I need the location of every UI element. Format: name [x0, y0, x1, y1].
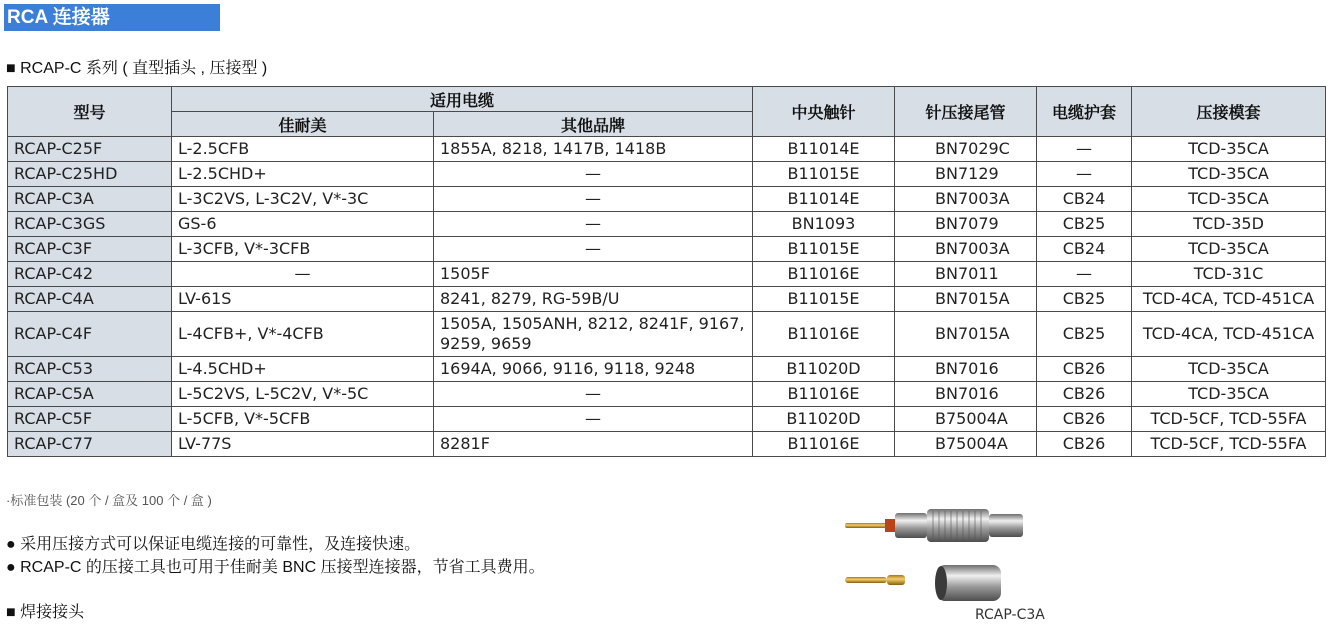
- crimp-die-cell: TCD-5CF, TCD-55FA: [1132, 407, 1326, 432]
- table-row: [8, 162, 1326, 187]
- crimp-die-cell: TCD-35D: [1132, 212, 1326, 237]
- product-caption: RCAP-C3A: [975, 607, 1045, 623]
- plug-body: [845, 509, 1023, 542]
- center-pin-cell: BN1093: [753, 212, 895, 237]
- boot-cell: CB24: [1037, 237, 1132, 262]
- crimp-sleeve-cell: BN7015A: [895, 287, 1037, 312]
- crimp-die-cell: TCD-35CA: [1132, 237, 1326, 262]
- header-model: 型号: [8, 87, 172, 137]
- crimp-die-cell: TCD-35CA: [1132, 162, 1326, 187]
- other-brands-cell: —: [434, 382, 753, 407]
- header-crimp-die: 压接模套: [1132, 87, 1326, 137]
- canare-cable-cell: —: [172, 262, 434, 287]
- header-other-brands: 其他品牌: [434, 112, 753, 137]
- canare-cable-cell: L-4.5CHD+: [172, 357, 434, 382]
- center-pin-cell: B11014E: [753, 137, 895, 162]
- other-brands-cell: —: [434, 407, 753, 432]
- crimp-sleeve-cell: BN7129: [895, 162, 1037, 187]
- model-cell: RCAP-C4F: [8, 312, 172, 357]
- center-pin-cell: B11016E: [753, 312, 895, 357]
- crimp-sleeve-cell: B75004A: [895, 432, 1037, 457]
- spec-table: [7, 86, 1326, 457]
- other-brands-cell: 1694A, 9066, 9116, 9118, 9248: [434, 357, 753, 382]
- boot-cell: CB26: [1037, 407, 1132, 432]
- center-pin-cell: B11020D: [753, 407, 895, 432]
- table-row: [8, 137, 1326, 162]
- other-brands-cell: —: [434, 187, 753, 212]
- crimp-die-cell: TCD-31C: [1132, 262, 1326, 287]
- boot-cell: —: [1037, 162, 1132, 187]
- header-center-pin: 中央触针: [753, 87, 895, 137]
- table-row: [8, 237, 1326, 262]
- center-pin-cell: B11014E: [753, 187, 895, 212]
- page-title: RCA 连接器: [4, 4, 220, 31]
- center-pin-cell: B11020D: [753, 357, 895, 382]
- table-row: [8, 407, 1326, 432]
- table-row: [8, 262, 1326, 287]
- crimp-sleeve-cell: B75004A: [895, 407, 1037, 432]
- crimp-die-cell: TCD-35CA: [1132, 382, 1326, 407]
- boot-cell: —: [1037, 262, 1132, 287]
- canare-cable-cell: GS-6: [172, 212, 434, 237]
- center-pin-cell: B11016E: [753, 382, 895, 407]
- boot-cell: CB26: [1037, 357, 1132, 382]
- crimp-sleeve-cell: BN7016: [895, 357, 1037, 382]
- table-row: [8, 287, 1326, 312]
- canare-cable-cell: L-4CFB+, V*-4CFB: [172, 312, 434, 357]
- boot-cell: CB25: [1037, 312, 1132, 357]
- boot-cell: CB25: [1037, 287, 1132, 312]
- model-cell: RCAP-C25HD: [8, 162, 172, 187]
- other-brands-cell: 1505F: [434, 262, 753, 287]
- boot-cell: CB26: [1037, 382, 1132, 407]
- canare-cable-cell: L-2.5CFB: [172, 137, 434, 162]
- crimp-sleeve-part: [935, 565, 1001, 601]
- product-image: [835, 495, 1065, 625]
- other-brands-cell: 1505A, 1505ANH, 8212, 8241F, 9167, 9259, 9659: [434, 312, 753, 357]
- feature-item: ● 采用压接方式可以保证电缆连接的可靠性，及连接快速。: [6, 536, 421, 553]
- solder-heading: ■ 焊接接头: [6, 604, 85, 621]
- crimp-sleeve-cell: BN7003A: [895, 187, 1037, 212]
- crimp-sleeve-cell: BN7016: [895, 382, 1037, 407]
- canare-cable-cell: L-2.5CHD+: [172, 162, 434, 187]
- canare-cable-cell: L-3CFB, V*-3CFB: [172, 237, 434, 262]
- other-brands-cell: 1855A, 8218, 1417B, 1418B: [434, 137, 753, 162]
- canare-cable-cell: LV-61S: [172, 287, 434, 312]
- model-cell: RCAP-C77: [8, 432, 172, 457]
- canare-cable-cell: L-3C2VS, L-3C2V, V*-3C: [172, 187, 434, 212]
- other-brands-cell: —: [434, 237, 753, 262]
- feature-list: [6, 533, 545, 579]
- header-applicable-cable: 适用电缆: [172, 87, 753, 112]
- boot-cell: —: [1037, 137, 1132, 162]
- canare-cable-cell: LV-77S: [172, 432, 434, 457]
- model-cell: RCAP-C5F: [8, 407, 172, 432]
- canare-cable-cell: L-5C2VS, L-5C2V, V*-5C: [172, 382, 434, 407]
- crimp-sleeve-cell: BN7029C: [895, 137, 1037, 162]
- header-crimp-sleeve: 针压接尾管: [895, 87, 1037, 137]
- other-brands-cell: —: [434, 212, 753, 237]
- crimp-die-cell: TCD-35CA: [1132, 357, 1326, 382]
- other-brands-cell: 8241, 8279, RG-59B/U: [434, 287, 753, 312]
- table-row: [8, 382, 1326, 407]
- model-cell: RCAP-C5A: [8, 382, 172, 407]
- crimp-die-cell: TCD-35CA: [1132, 137, 1326, 162]
- model-cell: RCAP-C25F: [8, 137, 172, 162]
- other-brands-cell: —: [434, 162, 753, 187]
- crimp-die-cell: TCD-5CF, TCD-55FA: [1132, 432, 1326, 457]
- packaging-note: ·标准包装 (20 个 / 盒及 100 个 / 盒 ): [6, 493, 212, 508]
- boot-cell: CB24: [1037, 187, 1132, 212]
- boot-cell: CB25: [1037, 212, 1132, 237]
- crimp-sleeve-cell: BN7011: [895, 262, 1037, 287]
- table-row: [8, 432, 1326, 457]
- series-heading: ■ RCAP-C 系列 ( 直型插头 , 压接型 ): [6, 60, 268, 77]
- crimp-die-cell: TCD-35CA: [1132, 187, 1326, 212]
- header-boot: 电缆护套: [1037, 87, 1132, 137]
- center-pin-cell: B11016E: [753, 262, 895, 287]
- feature-item: ● RCAP-C 的压接工具也可用于佳耐美 BNC 压接型连接器，节省工具费用。: [6, 559, 545, 576]
- center-pin-part: [845, 575, 905, 585]
- center-pin-cell: B11015E: [753, 287, 895, 312]
- table-row: [8, 357, 1326, 382]
- table-row: [8, 187, 1326, 212]
- model-cell: RCAP-C53: [8, 357, 172, 382]
- table-row: [8, 312, 1326, 357]
- boot-cell: CB26: [1037, 432, 1132, 457]
- canare-cable-cell: L-5CFB, V*-5CFB: [172, 407, 434, 432]
- crimp-sleeve-cell: BN7015A: [895, 312, 1037, 357]
- table-row: [8, 212, 1326, 237]
- model-cell: RCAP-C4A: [8, 287, 172, 312]
- center-pin-cell: B11015E: [753, 237, 895, 262]
- other-brands-cell: 8281F: [434, 432, 753, 457]
- crimp-die-cell: TCD-4CA, TCD-451CA: [1132, 287, 1326, 312]
- center-pin-cell: B11015E: [753, 162, 895, 187]
- crimp-sleeve-cell: BN7003A: [895, 237, 1037, 262]
- header-canare: 佳耐美: [172, 112, 434, 137]
- crimp-sleeve-cell: BN7079: [895, 212, 1037, 237]
- model-cell: RCAP-C3F: [8, 237, 172, 262]
- model-cell: RCAP-C42: [8, 262, 172, 287]
- model-cell: RCAP-C3GS: [8, 212, 172, 237]
- crimp-die-cell: TCD-4CA, TCD-451CA: [1132, 312, 1326, 357]
- model-cell: RCAP-C3A: [8, 187, 172, 212]
- center-pin-cell: B11016E: [753, 432, 895, 457]
